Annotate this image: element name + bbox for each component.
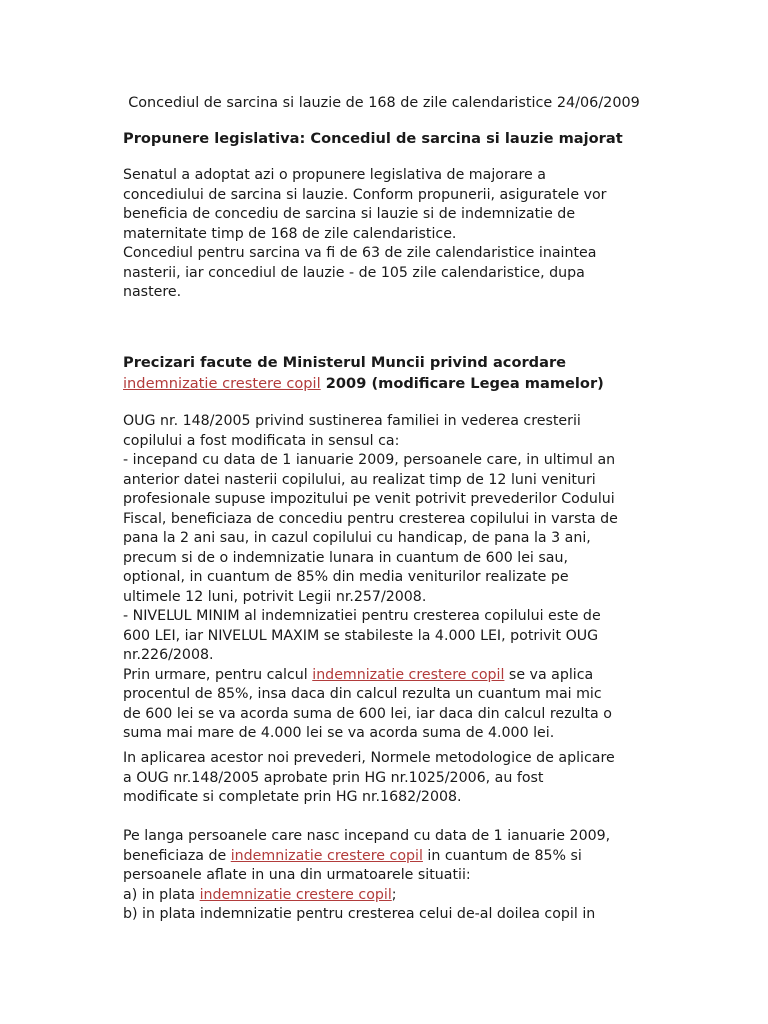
section-heading-propunere [123,128,743,149]
text-line: - incepand cu data de 1 ianuarie 2009, persoanele care, in ultimul an [123,452,616,468]
line4-suffix: ; [391,886,397,903]
line2-prefix: beneficiaza de [123,847,231,864]
text-line: copilului a fost modificata in sensul ca: [123,432,400,449]
text-line: ultimele 12 luni, potrivit Legii nr.257/2008. [123,588,427,605]
text-line: Concediul pentru sarcina va fi de 63 de zile calendaristice inaintea [123,245,597,261]
text-line: - NIVELUL MINIM al indemnizatiei pentru cresterea copilului este de [123,608,601,624]
paragraph-senat [123,166,743,303]
paragraph-oug [123,412,743,744]
text-line: Senatul a adoptat azi o propunere legislativa de majorare a [123,167,546,183]
line2-suffix: in cuantum de 85% si [422,847,582,864]
heading-propunere-legislativa: Propunere legislativa: Concediul de sarcina si lauzie majorat [123,130,623,147]
text-line: de 600 lei se va acorda suma de 600 lei, iar daca din calcul rezulta o [123,705,612,722]
text-line: optional, in cuantum de 85% din media veniturilor realizate pe [123,569,569,585]
text-line: maternitate timp de 168 de zile calendaristice. [123,225,457,242]
text-line: OUG nr. 148/2005 privind sustinerea familiei in vederea cresterii [123,413,581,429]
heading-precizari-rest: 2009 (modificare Legea mamelor) [320,375,604,392]
text-line: nr.226/2008. [123,647,214,663]
text-line-item-a [123,886,743,906]
text-line: a OUG nr.148/2005 aprobate prin HG nr.1025/2006, au fost [123,769,544,786]
link-indemnizatie-crestere-copil[interactable]: indemnizatie crestere copil [123,375,321,392]
text-line: nastere. [123,284,182,300]
text-line: precum si de o indemnizatie lunara in cuantum de 600 lei sau, [123,549,568,566]
paragraph-beneficiari [123,827,743,925]
text-line: persoanele aflate in una din urmatoarele situatii: [123,867,471,883]
text-line: modificate si completate prin HG nr.1682/2008. [123,789,462,805]
link-indemnizatie-crestere-copil[interactable]: indemnizatie crestere copil [199,886,392,903]
calc-suffix: se va aplica [504,666,594,683]
text-line: beneficia de concediu de sarcina si lauzie si de indemnizatie de [123,206,576,222]
text-line: procentul de 85%, insa daca din calcul rezulta un cuantum mai mic [123,686,602,702]
link-indemnizatie-crestere-copil[interactable]: indemnizatie crestere copil [230,847,423,864]
text-line-beneficiaza [123,847,743,867]
paragraph-norme-metodologice [123,749,743,808]
heading-precizari-line2 [123,373,743,394]
text-line: concediului de sarcina si lauzie. Conform propunerii, asiguratele vor [123,186,607,203]
calc-prefix: Prin urmare, pentru calcul [123,666,313,683]
text-line: suma mai mare de 4.000 lei se va acorda suma de 4.000 lei. [123,725,555,741]
line4-prefix: a) in plata [123,886,200,903]
text-line: Pe langa persoanele care nasc incepand cu data de 1 ianuarie 2009, [123,828,611,844]
text-line: pana la 2 ani sau, in cazul copilului cu handicap, de pana la 3 ani, [123,530,591,546]
text-line: Fiscal, beneficiaza de concediu pentru cresterea copilului in varsta de [123,510,618,527]
text-line: anterior datei nasterii copilului, au realizat timp de 12 luni venituri [123,471,596,488]
text-line-calcul [123,666,743,686]
link-indemnizatie-crestere-copil[interactable]: indemnizatie crestere copil [312,666,505,683]
heading-precizari-line1: Precizari facute de Ministerul Muncii privind acordare [123,354,567,371]
document-title: Concediul de sarcina si lauzie de 168 de zile calendaristice 24/06/2009 [128,95,640,111]
text-line-item-b: b) in plata indemnizatie pentru cresterea celui de-al doilea copil in [123,906,596,922]
section-heading-precizari [123,352,743,394]
text-line: nasterii, iar concediul de lauzie - de 105 zile calendaristice, dupa [123,264,585,281]
text-line: profesionale supuse impozitului pe venit potrivit prevederilor Codului [123,491,615,507]
text-line: 600 LEI, iar NIVELUL MAXIM se stabileste la 4.000 LEI, potrivit OUG [123,627,599,644]
text-line: In aplicarea acestor noi prevederi, Normele metodologice de aplicare [123,750,615,766]
